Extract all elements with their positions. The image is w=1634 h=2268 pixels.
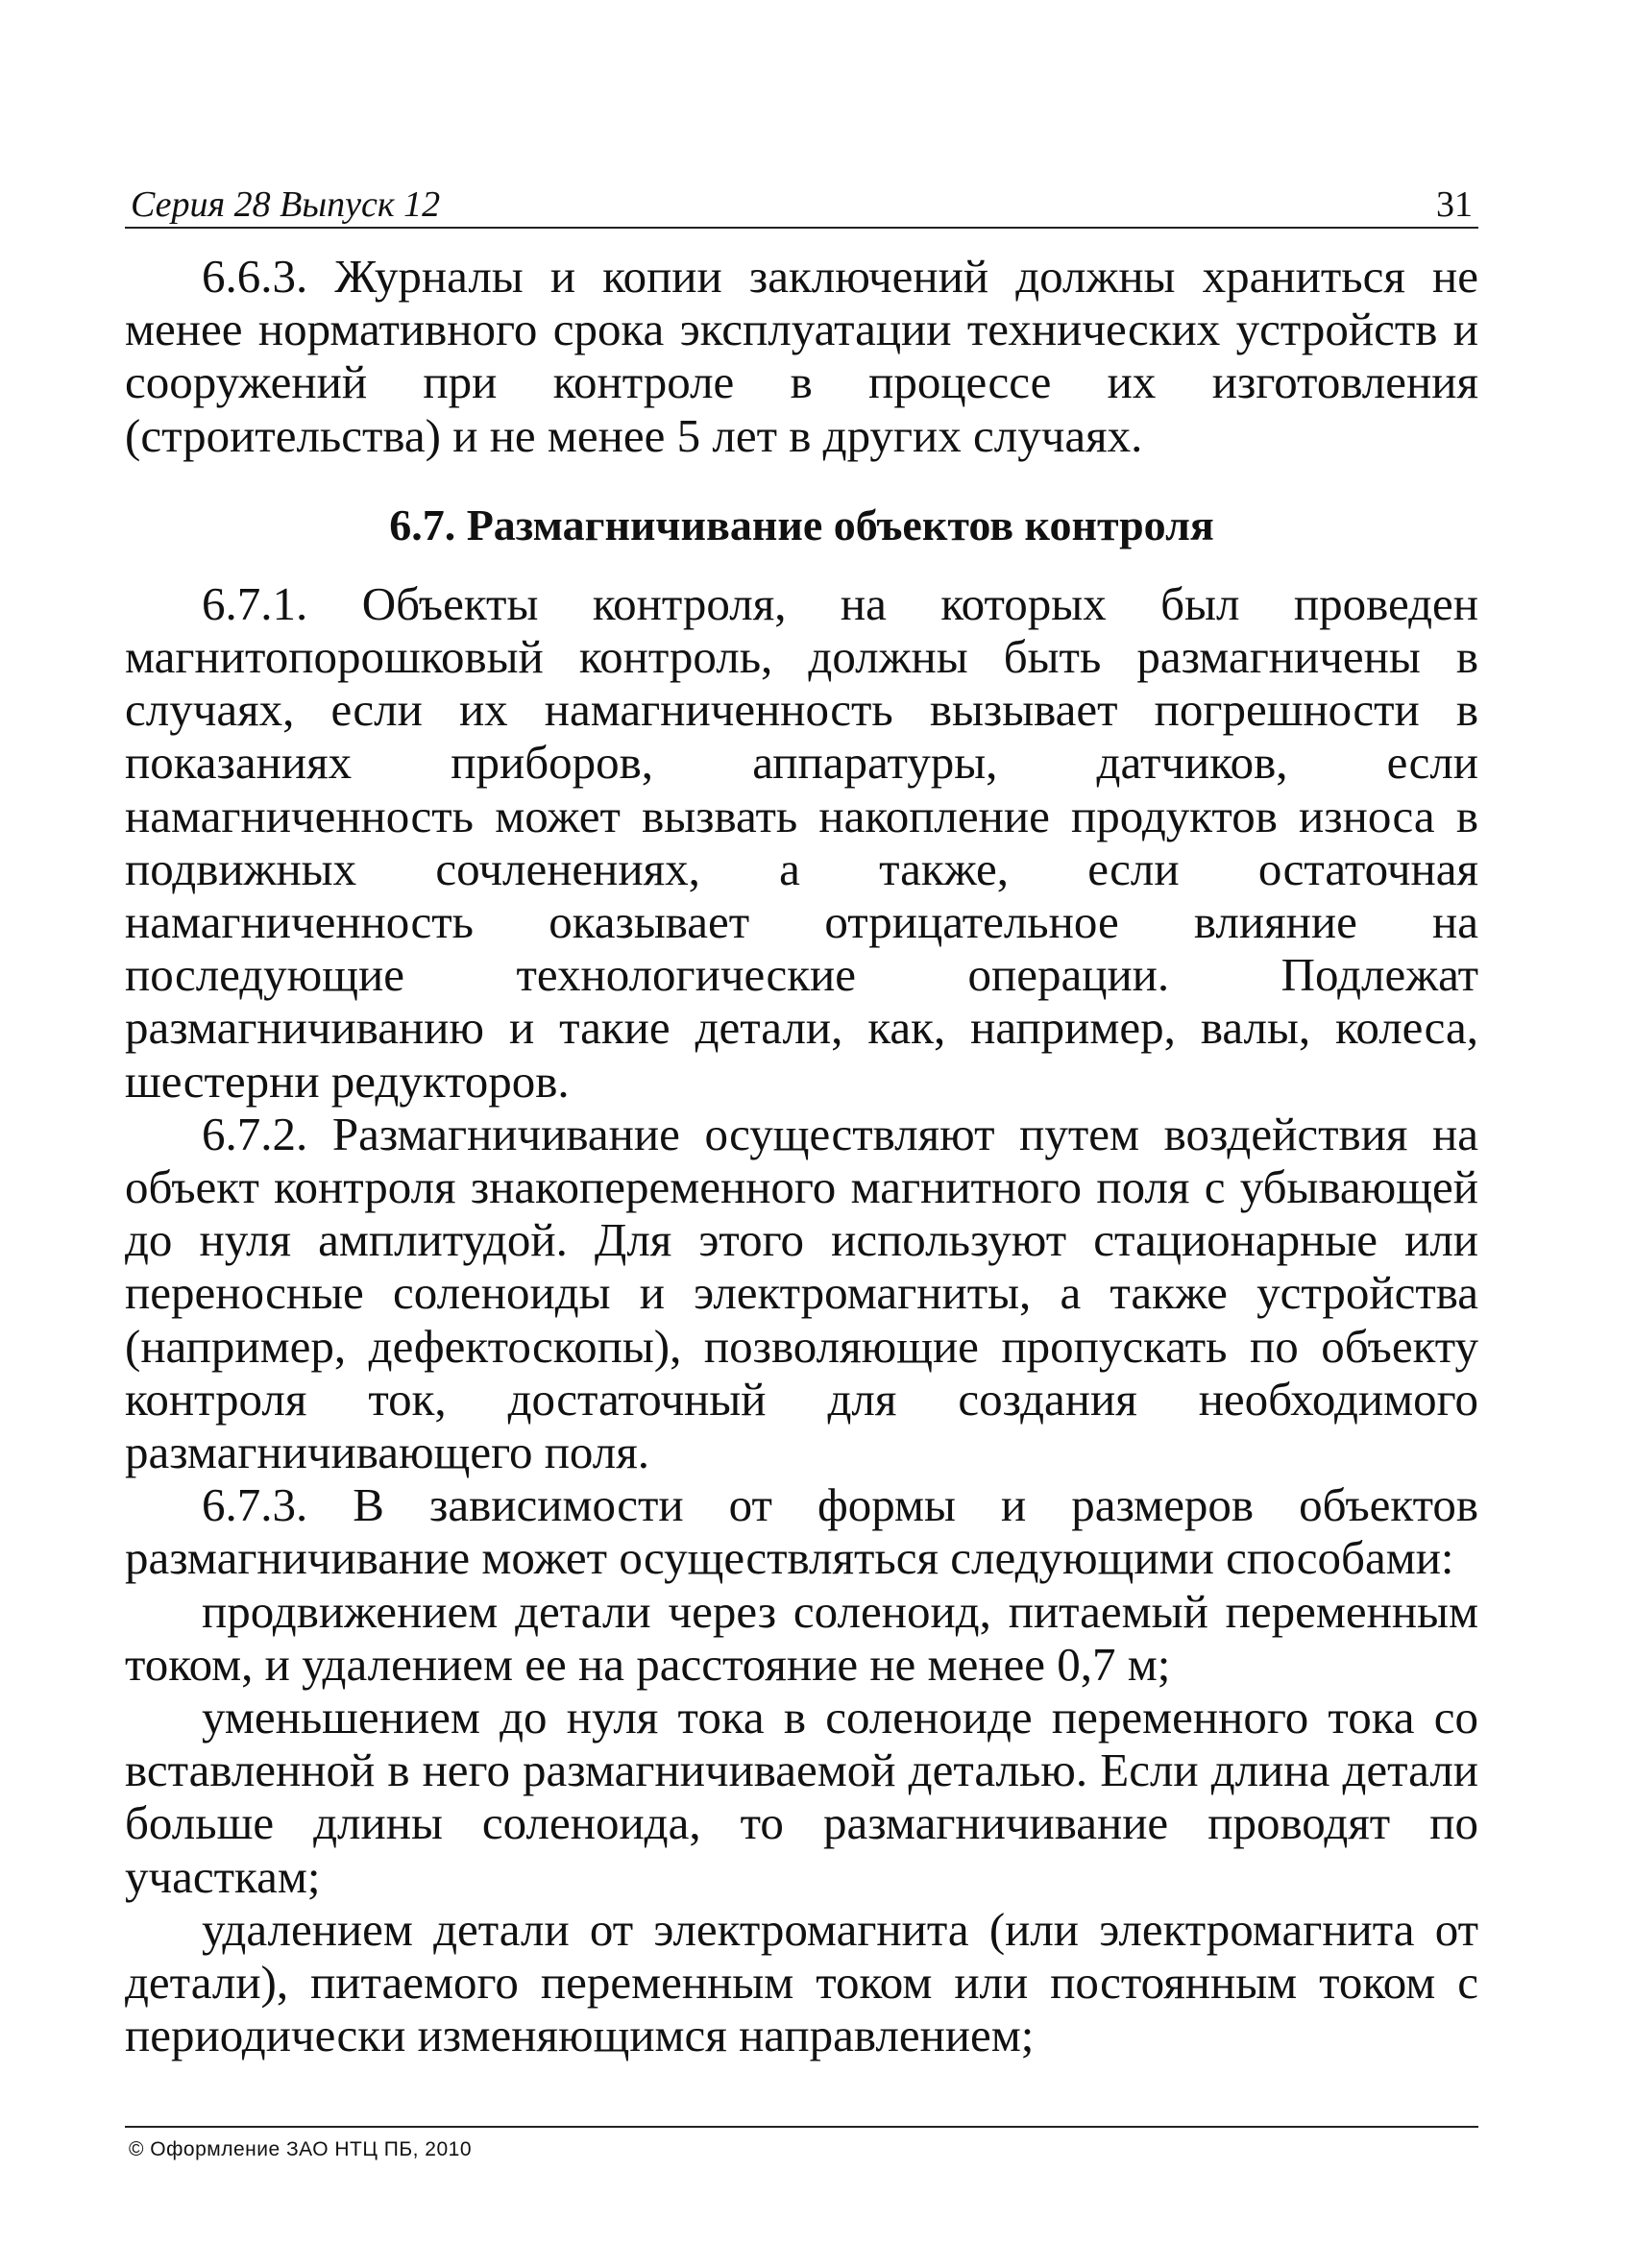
page-header	[125, 184, 1478, 229]
paragraph-6-6-3: 6.6.3. Журналы и копии заключений должны храниться не менее нормативного срока эксплуатации технических устройств и сооружений при контроле в процессе их изготовления (строительства) и не менее 5 лет в других случаях.	[125, 250, 1478, 462]
page-number: 31	[1436, 184, 1473, 225]
paragraph-6-7-2: 6.7.2. Размагничивание осуществляют путем воздействия на объект контроля знакопеременного магнитного поля с убывающей до нуля амплитудой. Для этого используют стационарные или переносные соленоиды и электромагниты, а также устройства (например, дефектоскопы), позволяющие пропускать по объекту контроля ток, достаточный для создания необходимого размагничивающего поля.	[125, 1107, 1478, 1479]
method-item-2: уменьшением до нуля тока в соленоиде переменного тока со вставленной в него размагничиваемой деталью. Если длина детали больше длины соленоида, то размагничивание проводят по участкам;	[125, 1691, 1478, 1903]
paragraph-6-7-3: 6.7.3. В зависимости от формы и размеров объектов размагничивание может осуществляться следующими способами:	[125, 1478, 1478, 1585]
section-heading-6-7: 6.7. Размагничивание объектов контроля	[389, 500, 1214, 549]
method-item-1: продвижением детали через соленоид, питаемый переменным током, и удалением ее на расстояние не менее 0,7 м;	[125, 1584, 1478, 1691]
page-footer	[125, 2126, 1478, 2159]
method-item-3: удалением детали от электромагнита (или электромагнита от детали), питаемого переменным током или постоянным током с периодически изменяющимся направлением;	[125, 1902, 1478, 2062]
series-title: Серия 28 Выпуск 12	[131, 184, 441, 225]
page-body	[125, 250, 1478, 2062]
paragraph-6-7-1: 6.7.1. Объекты контроля, на которых был проведен магнитопорошковый контроль, должны быть размагничены в случаях, если их намагниченность вызывает погрешности в показаниях приборов, аппаратуры, датчиков, если намагниченность может вызвать накопление продуктов износа в подвижных сочленениях, а также, если остаточная намагниченность оказывает отрицательное влияние на последующие технологические операции. Подлежат размагничиванию и такие детали, как, например, валы, колеса, шестерни редукторов.	[125, 576, 1478, 1108]
copyright-notice: © Оформление ЗАО НТЦ ПБ, 2010	[129, 2138, 473, 2160]
